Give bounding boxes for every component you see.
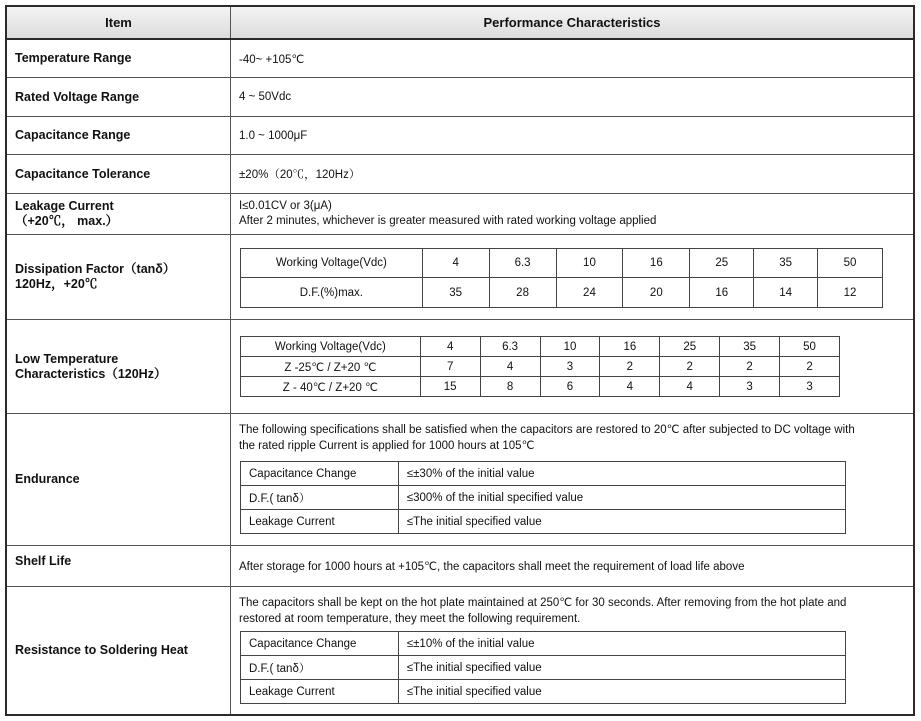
row-endurance (7, 414, 913, 546)
lt-header-label: Working Voltage(Vdc) (241, 337, 421, 357)
row-value (231, 546, 913, 586)
capacitance-range-value: 1.0 ~ 1000μF (239, 129, 308, 142)
row-value (231, 40, 913, 77)
lt-row2-label: Z - 40℃ / Z+20 ℃ (241, 377, 421, 397)
table-row (241, 337, 840, 357)
df-value-cell: 24 (556, 278, 623, 308)
rated-voltage-label: Rated Voltage Range (15, 89, 140, 104)
endurance-row-name: D.F.( tanδ） (241, 486, 399, 510)
table-row (241, 656, 846, 680)
table-row (241, 357, 840, 377)
soldering-heat-text-line1: The capacitors shall be kept on the hot plate maintained at 250℃ for 30 seconds. After removing from the hot plate and (239, 597, 847, 609)
spec-table (5, 5, 915, 716)
table-header (7, 7, 913, 40)
endurance-text-line1: The following specifications shall be satisfied when the capacitors are restored to 20℃ after subjected to DC voltage with (239, 424, 855, 436)
row-label (7, 235, 231, 319)
row-temperature-range (7, 40, 913, 78)
dissipation-factor-condition: 120Hz，+20℃ (15, 277, 98, 291)
endurance-description (239, 422, 907, 454)
df-value-cell: 20 (623, 278, 690, 308)
soldering-row-name: Leakage Current (241, 680, 399, 704)
lt-value-cell: 3 (540, 357, 600, 377)
row-value (231, 320, 913, 413)
lt-voltage-cell: 16 (600, 337, 660, 357)
df-value-cell: 28 (489, 278, 556, 308)
soldering-heat-text-line2: restored at room temperature, they meet the following requirement. (239, 613, 581, 625)
temperature-range-label: Temperature Range (15, 51, 132, 65)
table-row (241, 632, 846, 656)
low-temperature-table (240, 336, 840, 397)
leakage-current-condition: （+20℃， max.） (15, 214, 119, 228)
row-label (7, 78, 231, 116)
shelf-life-label: Shelf Life (15, 554, 72, 568)
soldering-row-value: ≤±10% of the initial value (398, 632, 845, 656)
endurance-row-value: ≤±30% of the initial value (398, 462, 845, 486)
lt-value-cell: 2 (600, 357, 660, 377)
lt-voltage-cell: 4 (420, 337, 480, 357)
row-label (7, 546, 231, 586)
row-label (7, 587, 231, 714)
leakage-current-note: After 2 minutes, whichever is greater measured with rated working voltage applied (239, 215, 657, 227)
df-value-cell: 14 (754, 278, 818, 308)
df-value-cell: 16 (690, 278, 754, 308)
soldering-heat-description (239, 595, 907, 627)
df-voltage-cell: 4 (422, 249, 489, 278)
endurance-row-name: Capacitance Change (241, 462, 399, 486)
lt-value-cell: 2 (660, 357, 720, 377)
shelf-life-value: After storage for 1000 hours at +105℃, the capacitors shall meet the requirement of load life above (239, 561, 745, 573)
dissipation-factor-label: Dissipation Factor（tanδ） (15, 262, 176, 276)
row-label (7, 155, 231, 193)
lt-value-cell: 2 (780, 357, 840, 377)
row-label (7, 414, 231, 545)
lt-value-cell: 4 (600, 377, 660, 397)
capacitance-tolerance-label: Capacitance Tolerance (15, 166, 151, 181)
lt-voltage-cell: 25 (660, 337, 720, 357)
df-value-cell: 12 (818, 278, 883, 308)
header-item (7, 7, 231, 38)
soldering-row-value: ≤The initial specified value (398, 680, 845, 704)
row-capacitance-tolerance (7, 155, 913, 194)
soldering-row-name: D.F.( tanδ） (241, 656, 399, 680)
lt-voltage-cell: 10 (540, 337, 600, 357)
lt-row1-label: Z -25℃ / Z+20 ℃ (241, 357, 421, 377)
low-temperature-condition: Characteristics（120Hz） (15, 366, 167, 381)
df-row-label: D.F.(%)max. (241, 278, 423, 308)
capacitance-range-label: Capacitance Range (15, 128, 131, 142)
row-label (7, 117, 231, 154)
df-voltage-cell: 25 (690, 249, 754, 278)
capacitance-tolerance-value: ±20%（20℃，120Hz） (239, 169, 361, 181)
row-soldering-heat (7, 587, 913, 714)
row-dissipation-factor (7, 235, 913, 320)
lt-voltage-cell: 6.3 (480, 337, 540, 357)
table-row (241, 510, 846, 534)
table-row (241, 249, 883, 278)
lt-value-cell: 15 (420, 377, 480, 397)
row-value (231, 155, 913, 193)
row-value (231, 194, 913, 234)
endurance-row-name: Leakage Current (241, 510, 399, 534)
endurance-label: Endurance (15, 472, 80, 486)
leakage-current-label: Leakage Current (15, 199, 114, 213)
temperature-range-value: -40~ +105℃ (239, 53, 305, 66)
lt-value-cell: 4 (480, 357, 540, 377)
df-voltage-cell: 16 (623, 249, 690, 278)
table-row (241, 462, 846, 486)
df-voltage-cell: 35 (754, 249, 818, 278)
row-leakage-current (7, 194, 913, 235)
row-label (7, 40, 231, 77)
df-value-cell: 35 (422, 278, 489, 308)
lt-value-cell: 8 (480, 377, 540, 397)
row-capacitance-range (7, 117, 913, 155)
row-value (231, 78, 913, 116)
row-value (231, 117, 913, 154)
row-shelf-life (7, 546, 913, 587)
row-value (231, 587, 913, 714)
row-low-temperature (7, 320, 913, 414)
rated-voltage-value: 4 ~ 50Vdc (239, 91, 292, 103)
header-performance (231, 7, 913, 38)
row-label (7, 320, 231, 413)
row-value (231, 414, 913, 545)
lt-value-cell: 7 (420, 357, 480, 377)
dissipation-factor-table (240, 248, 883, 308)
lt-value-cell: 4 (660, 377, 720, 397)
row-rated-voltage (7, 78, 913, 117)
row-value (231, 235, 913, 319)
soldering-heat-label: Resistance to Soldering Heat (15, 643, 188, 657)
header-item-label: Item (105, 15, 132, 30)
lt-value-cell: 3 (780, 377, 840, 397)
leakage-current-formula: I≤0.01CV or 3(μA) (239, 200, 332, 212)
df-voltage-cell: 50 (818, 249, 883, 278)
endurance-text-line2: the rated ripple Current is applied for 1000 hours at 105℃ (239, 440, 535, 452)
lt-value-cell: 6 (540, 377, 600, 397)
table-row (241, 377, 840, 397)
endurance-row-value: ≤The initial specified value (398, 510, 845, 534)
lt-voltage-cell: 50 (780, 337, 840, 357)
table-row (241, 278, 883, 308)
lt-voltage-cell: 35 (720, 337, 780, 357)
table-row (241, 680, 846, 704)
row-label (7, 194, 231, 234)
soldering-row-name: Capacitance Change (241, 632, 399, 656)
df-voltage-cell: 10 (556, 249, 623, 278)
df-header-label: Working Voltage(Vdc) (241, 249, 423, 278)
lt-value-cell: 2 (720, 357, 780, 377)
soldering-heat-table (240, 631, 846, 704)
soldering-row-value: ≤The initial specified value (398, 656, 845, 680)
df-voltage-cell: 6.3 (489, 249, 556, 278)
endurance-row-value: ≤300% of the initial specified value (398, 486, 845, 510)
header-performance-label: Performance Characteristics (483, 15, 661, 30)
low-temperature-label: Low Temperature (15, 351, 119, 366)
table-row (241, 486, 846, 510)
endurance-table (240, 461, 846, 534)
lt-value-cell: 3 (720, 377, 780, 397)
